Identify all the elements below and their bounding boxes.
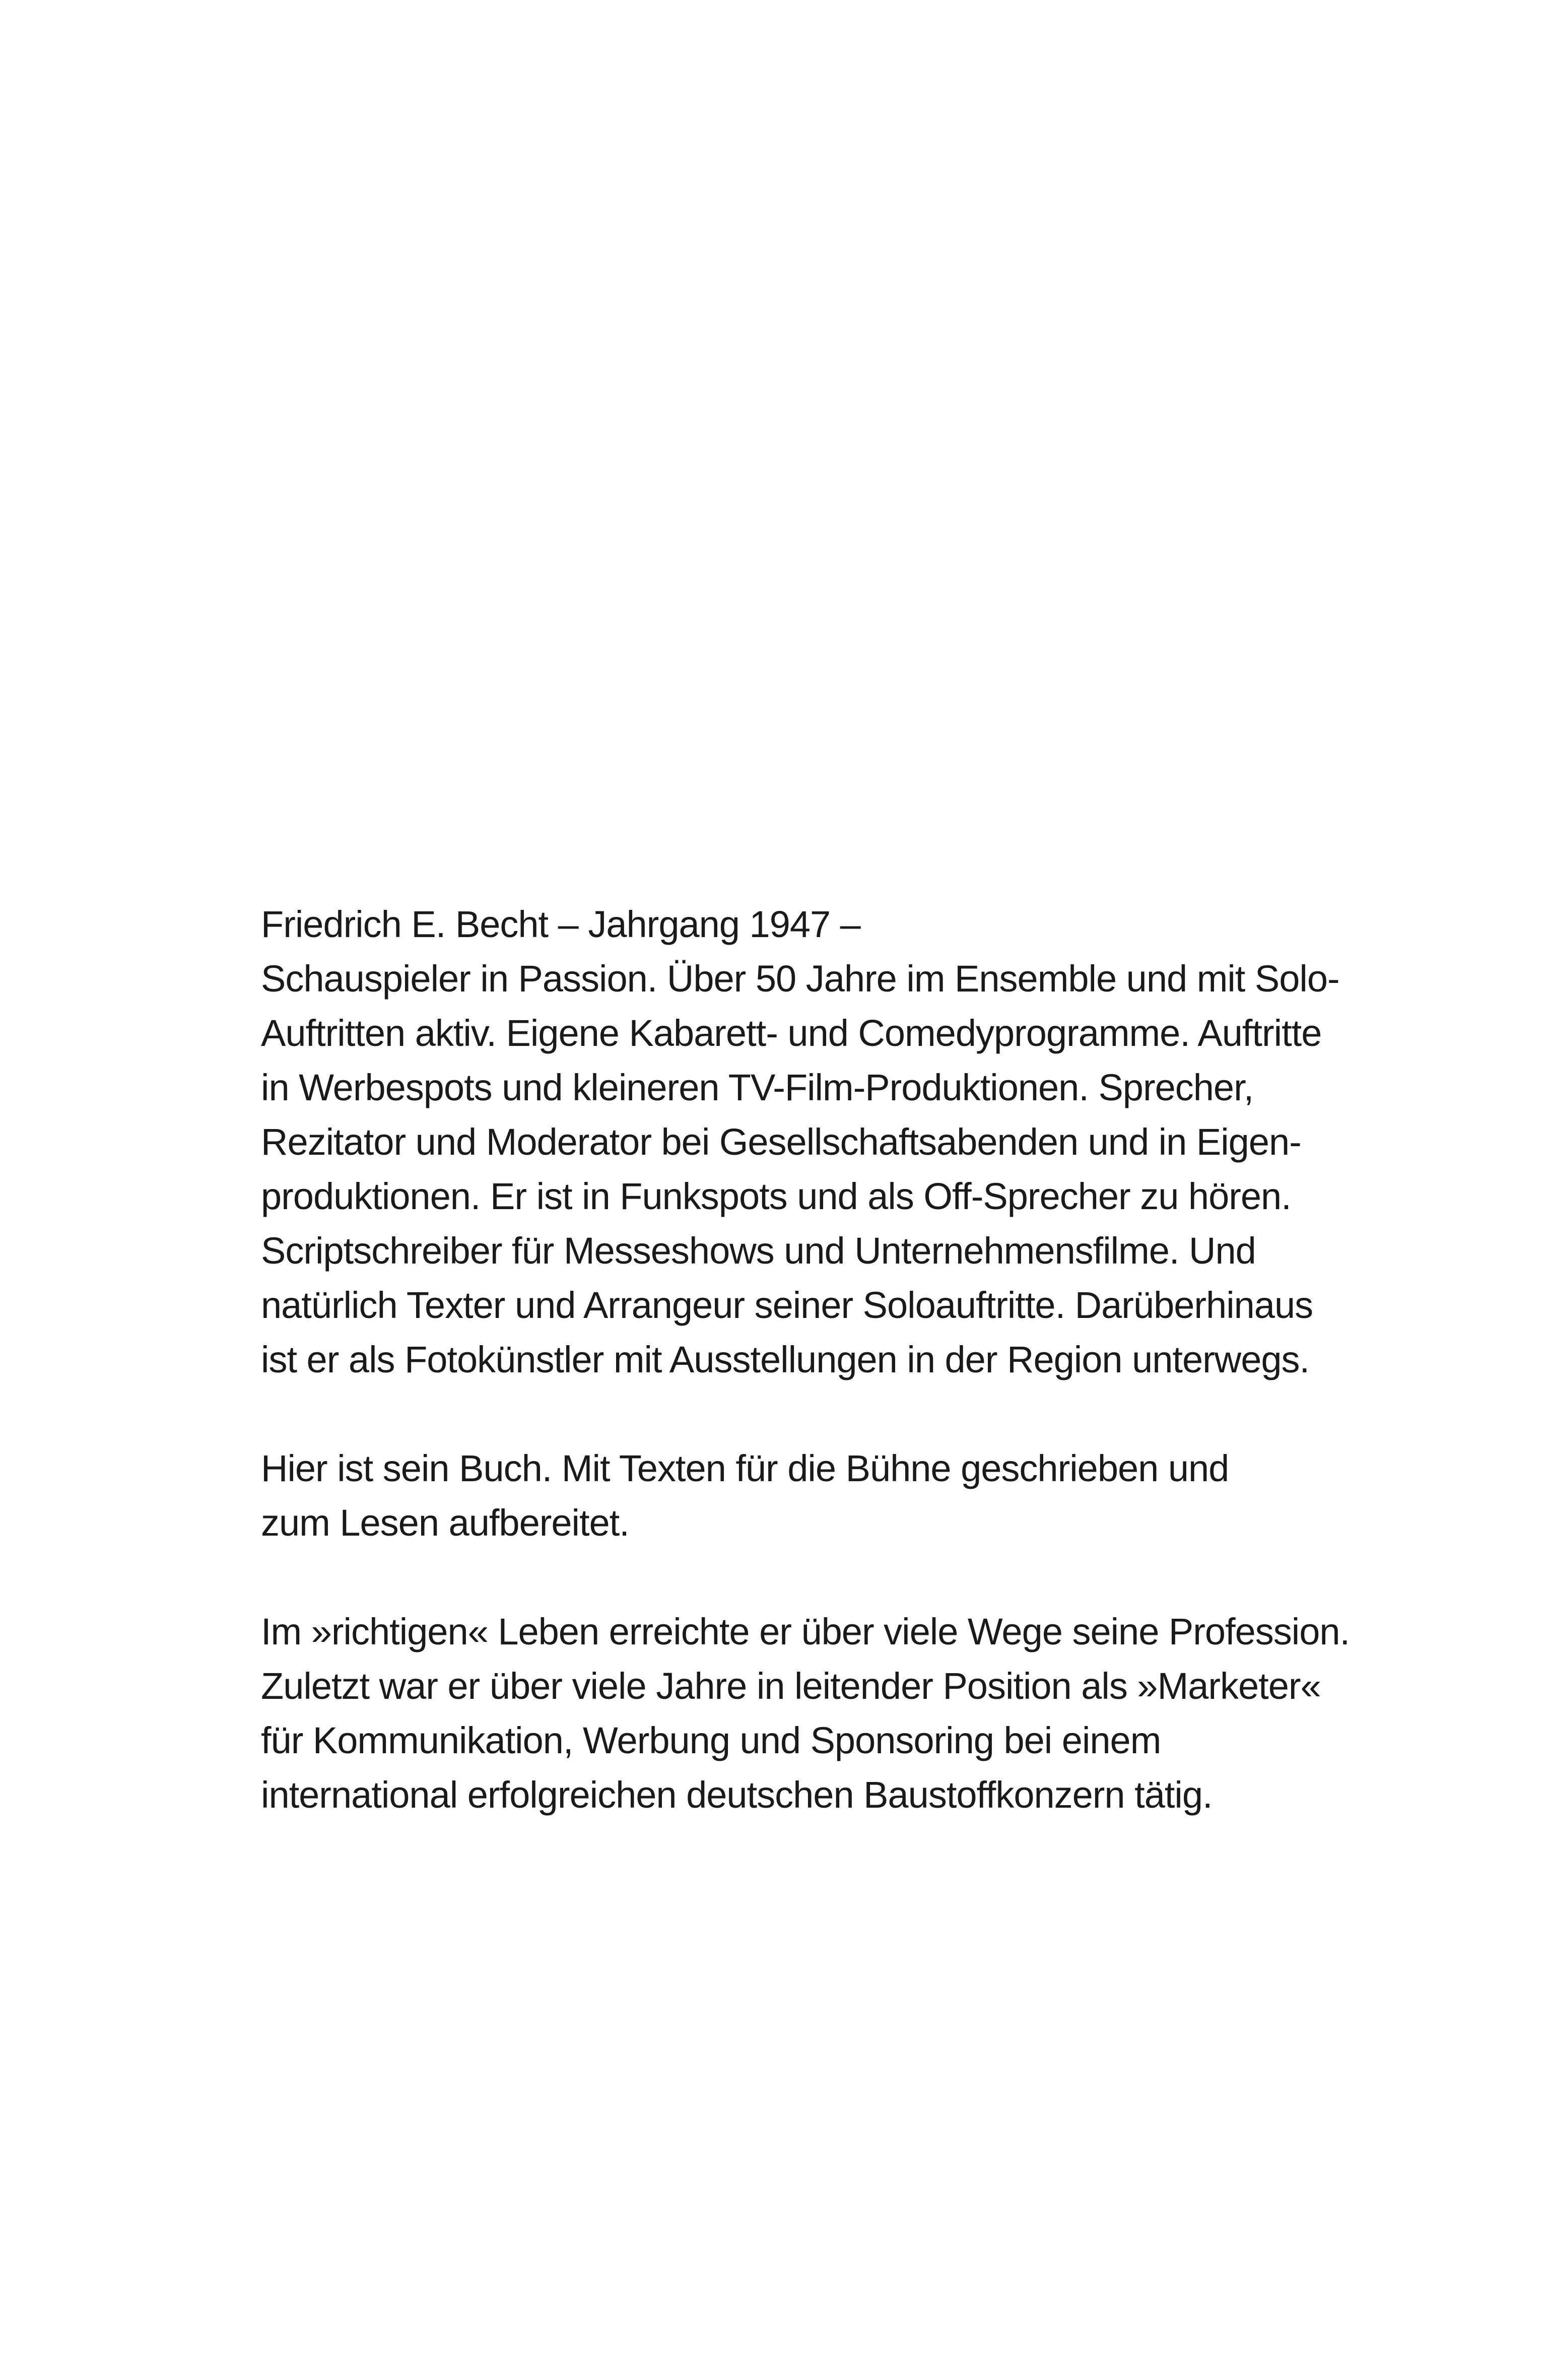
text-line: Schauspieler in Passion. Über 50 Jahre im Ensemble und mit Solo- xyxy=(261,958,1339,1000)
text-line: Scriptschreiber für Messeshows und Unternehmensfilme. Und xyxy=(261,1230,1256,1272)
text-line: international erfolgreichen deutschen Baustoffkonzern tätig. xyxy=(261,1774,1213,1816)
text-line: Im »richtigen« Leben erreichte er über viele Wege seine Profession. xyxy=(261,1611,1350,1652)
paragraph-gap xyxy=(261,1550,1369,1605)
text-line: für Kommunikation, Werbung und Sponsoring bei einem xyxy=(261,1720,1161,1761)
text-line: Auftritten aktiv. Eigene Kabarett- und Comedyprogramme. Auftritte xyxy=(261,1012,1322,1054)
bio-paragraph-1 xyxy=(261,897,1369,1387)
text-line: in Werbespots und kleineren TV-Film-Produktionen. Sprecher, xyxy=(261,1067,1254,1108)
text-line: zum Lesen aufbereitet. xyxy=(261,1502,629,1544)
text-line: Zuletzt war er über viele Jahre in leitender Position als »Marketer« xyxy=(261,1665,1321,1707)
text-line: ist er als Fotokünstler mit Ausstellungen in der Region unterwegs. xyxy=(261,1339,1310,1380)
author-bio xyxy=(261,897,1369,1822)
text-line: Friedrich E. Becht – Jahrgang 1947 – xyxy=(261,903,860,945)
bio-paragraph-3 xyxy=(261,1605,1369,1822)
paragraph-gap xyxy=(261,1387,1369,1441)
text-line: Hier ist sein Buch. Mit Texten für die Bühne geschrieben und xyxy=(261,1447,1229,1489)
bio-paragraph-2 xyxy=(261,1441,1369,1550)
text-line: natürlich Texter und Arrangeur seiner Soloauftritte. Darüberhinaus xyxy=(261,1284,1313,1326)
text-line: Rezitator und Moderator bei Gesellschaftsabenden und in Eigen- xyxy=(261,1121,1301,1163)
text-line: produktionen. Er ist in Funkspots und als Off-Sprecher zu hören. xyxy=(261,1175,1291,1217)
